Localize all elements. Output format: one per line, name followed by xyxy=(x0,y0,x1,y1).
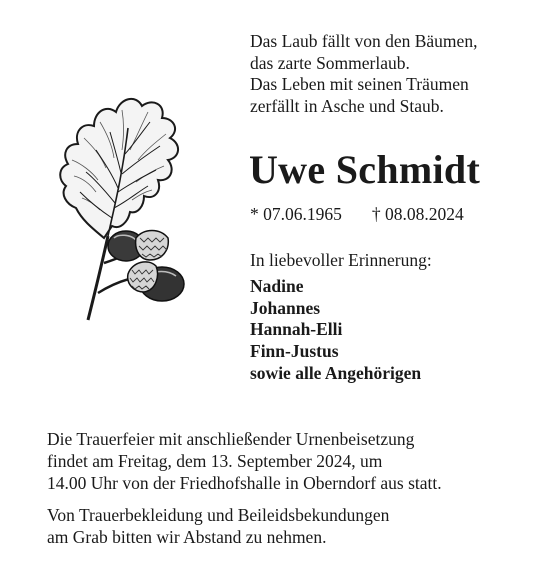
poem-line: Das Laub fällt von den Bäumen, xyxy=(250,31,478,51)
request-line: am Grab bitten wir Abstand zu nehmen. xyxy=(47,527,327,547)
mourner-name: Johannes xyxy=(250,297,321,318)
birth-date: * 07.06.1965 xyxy=(250,204,342,224)
mourners-list xyxy=(250,276,421,385)
death-date: † 08.08.2024 xyxy=(371,204,464,224)
ceremony-line: Die Trauerfeier mit anschließender Urnenbeisetzung xyxy=(47,429,415,449)
life-dates xyxy=(250,203,464,225)
poem xyxy=(250,31,477,117)
poem-line: zerfällt in Asche und Staub. xyxy=(250,95,444,116)
ceremony-info xyxy=(47,428,442,494)
poem-line: das zarte Sommerlaub. xyxy=(250,52,410,73)
condolence-request xyxy=(47,504,389,548)
deceased-name: Uwe Schmidt xyxy=(249,147,481,192)
request-line: Von Trauerbekleidung und Beileidsbekundungen xyxy=(47,505,390,525)
mourner-name: Finn-Justus xyxy=(250,341,339,362)
mourner-name: Nadine xyxy=(250,276,304,296)
oak-leaf-acorns-icon xyxy=(52,88,202,328)
mourner-name: sowie alle Angehörigen xyxy=(250,362,422,383)
poem-line: Das Leben mit seinen Träumen xyxy=(250,74,469,94)
remembrance-intro: In liebevoller Erinnerung: xyxy=(250,250,432,270)
ceremony-line: 14.00 Uhr von der Friedhofshalle in Oberndorf aus statt. xyxy=(47,473,442,493)
mourner-name: Hannah-Elli xyxy=(250,319,343,340)
ceremony-line: findet am Freitag, dem 13. September 2024, um xyxy=(47,451,383,471)
